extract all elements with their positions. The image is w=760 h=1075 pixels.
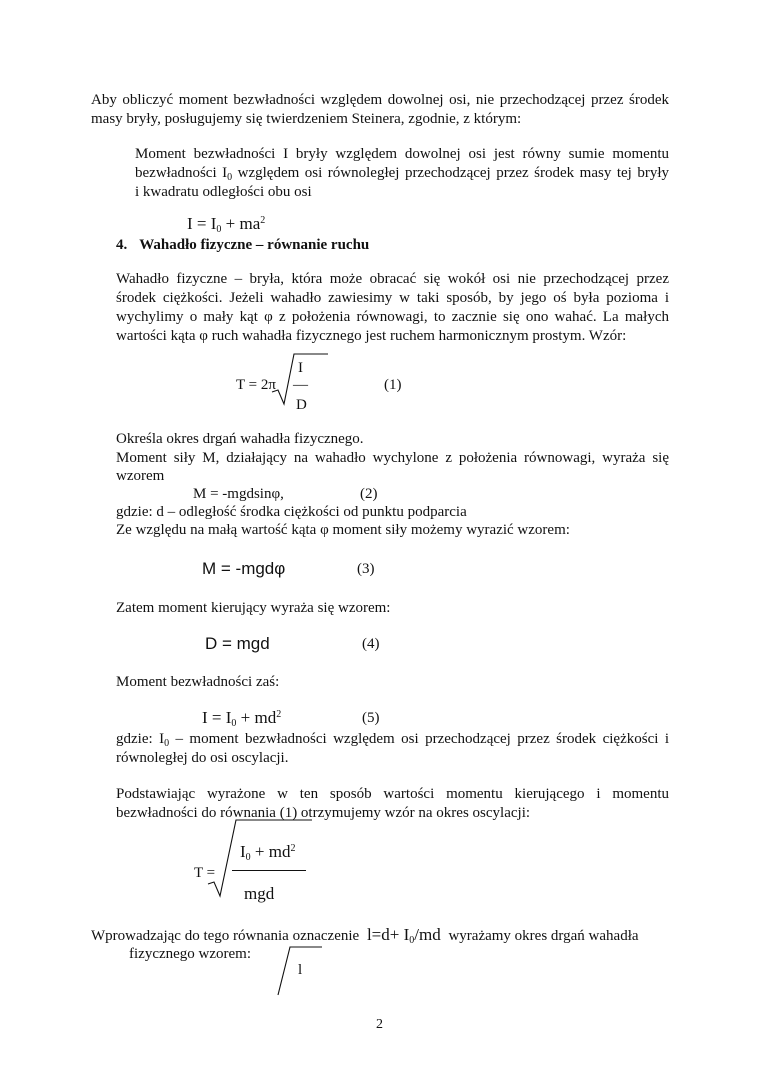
para2-line-2: Moment siły M, działający na wahadło wychylone z położenia równowagi, wyraża się: [116, 450, 669, 466]
eq5-text: $I = I_0 + md^2$: [202, 708, 282, 729]
section-heading: 4. Wahadło fizyczne – równanie ruchu: [116, 237, 370, 253]
para1-line-2: środek ciężkości. Jeżeli wahadło zawiesimy w taki sposób, by jego oś była pozioma i: [116, 290, 669, 306]
para1-line-1: Wahadło fizyczne – bryła, która może obracać się wokół osi nie przechodzącej przez: [116, 271, 669, 287]
eq1-label: (1): [384, 377, 402, 393]
para1-line-3: wychylimy o mały kąt φ z położenia równowagi, to zacznie się ono wahać. La małych: [116, 309, 669, 325]
gdzie-d-line: gdzie: d – odległość środka ciężkości od punktu podparcia: [116, 504, 467, 520]
gdzie-i0-line-1: gdzie: $I_0$ – moment bezwładności względem osi przechodzącej przez środek ciężkości i: [116, 731, 669, 749]
equation-steiner: $I = I_0 + ma^2$: [187, 214, 266, 235]
intro-line-2: masy bryły, posługujemy się twierdzeniem Steinera, zgodnie, z którym:: [91, 111, 522, 127]
gdzie-i0-line-2: równoległej do osi oscylacji.: [116, 750, 289, 766]
eq2-text: M = -mgdsinφ,: [193, 486, 284, 502]
eq7-numerator: l: [298, 962, 303, 978]
eq1-denominator: D: [296, 397, 307, 413]
para1-line-4: wartości kąta φ ruch wahadła fizycznego jest ruchem harmonicznym prostym. Wzór:: [116, 328, 627, 344]
eq3-text: M = -mgdφ: [202, 559, 286, 578]
eq6-fraction-line: [232, 870, 306, 871]
para4-line-1: Wprowadzając do tego równania oznaczenie $l=d+ I_0/md$ wyrażamy okres drgań wahadła: [91, 925, 639, 946]
intro-line-1: Aby obliczyć moment bezwładności względem dowolnej osi, nie przechodzącej przez środek: [91, 92, 669, 108]
eq1-fraction-bar: —: [293, 377, 308, 393]
eq6-denominator: mgd: [244, 884, 275, 903]
steiner-line-3: i kwadratu odległości obu osi: [135, 184, 312, 200]
eq5-label: (5): [362, 710, 380, 726]
para3-line-1: Podstawiając wyrażone w ten sposób wartości momentu kierującego i momentu: [116, 786, 669, 802]
para2-line-3: wzorem: [116, 468, 165, 484]
eq4-text: D = mgd: [205, 634, 270, 653]
eq6-lhs: T =: [194, 865, 216, 881]
eq2-label: (2): [360, 486, 378, 502]
ze-wzgledu-line: Ze względu na małą wartość kąta φ moment siły możemy wyrazić wzorem:: [116, 522, 570, 538]
zatem-line: Zatem moment kierujący wyraża się wzorem:: [116, 600, 391, 616]
eq6-numerator: $I_0 + md^2$: [240, 842, 296, 863]
steiner-line-2: bezwładności $I_0$ względem osi równoległej przechodzącej przez środek masy tej bryły: [135, 165, 669, 183]
steiner-line-1: Moment bezwładności I bryły względem dowolnej osi jest równy sumie momentu: [135, 146, 669, 162]
eq1-numerator: I: [298, 360, 303, 376]
para4-line-2: fizycznego wzorem:: [129, 946, 252, 962]
para3-line-2: bezwładności do równania (1) otrzymujemy wzór na okres oscylacji:: [116, 805, 531, 821]
para2-line-1: Określa okres drgań wahadła fizycznego.: [116, 431, 364, 447]
page-number: 2: [376, 1017, 383, 1032]
eq1-lhs: T = 2π: [236, 377, 276, 393]
eq4-label: (4): [362, 636, 380, 652]
moment-zas-line: Moment bezwładności zaś:: [116, 674, 280, 690]
eq3-label: (3): [357, 561, 375, 577]
